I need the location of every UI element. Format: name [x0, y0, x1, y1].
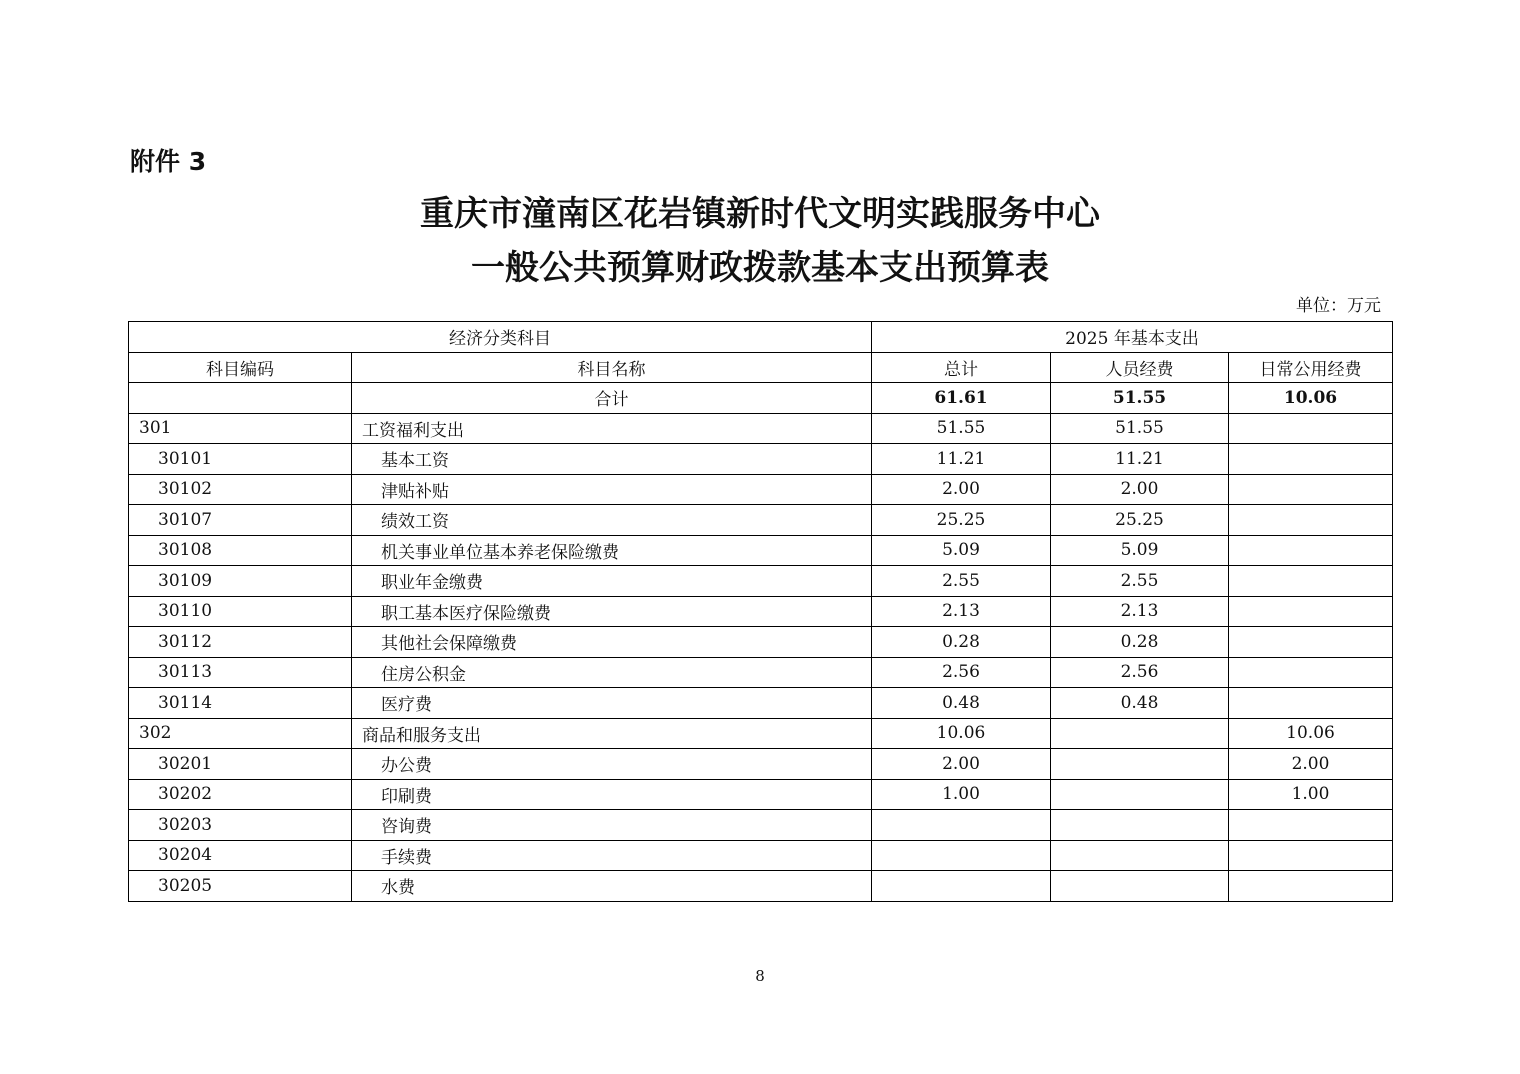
row-name-cell: 工资福利支出 [352, 413, 872, 444]
row-personnel-cell: 2.56 [1051, 657, 1229, 688]
row-total-cell: 25.25 [872, 505, 1051, 536]
attachment-label: 附件 3 [130, 147, 207, 176]
page-number: 8 [755, 967, 765, 985]
row-public-cell: 1.00 [1229, 779, 1393, 810]
row-public-cell [1229, 596, 1393, 627]
row-personnel-cell [1051, 840, 1229, 871]
row-total-cell: 2.56 [872, 657, 1051, 688]
row-code-cell: 30113 [129, 657, 352, 688]
table-row [129, 749, 1393, 780]
budget-table-body [129, 322, 1393, 902]
row-name-cell: 住房公积金 [352, 657, 872, 688]
row-personnel-cell: 2.13 [1051, 596, 1229, 627]
column-header-total: 总计 [872, 352, 1051, 383]
row-personnel-cell: 25.25 [1051, 505, 1229, 536]
sum-public-cell: 10.06 [1229, 383, 1393, 414]
unit-label: 单位：万元 [1296, 296, 1381, 316]
group-header-basic-expenditure: 2025 年基本支出 [872, 322, 1393, 353]
row-total-cell [872, 840, 1051, 871]
row-public-cell [1229, 627, 1393, 658]
row-personnel-cell: 0.48 [1051, 688, 1229, 719]
row-personnel-cell: 2.00 [1051, 474, 1229, 505]
row-code-cell: 302 [129, 718, 352, 749]
row-personnel-cell: 5.09 [1051, 535, 1229, 566]
table-row [129, 535, 1393, 566]
row-name-cell: 基本工资 [352, 444, 872, 475]
row-name-cell: 其他社会保障缴费 [352, 627, 872, 658]
column-header-row [129, 352, 1393, 383]
row-public-cell [1229, 566, 1393, 597]
row-public-cell [1229, 688, 1393, 719]
table-row [129, 627, 1393, 658]
row-code-cell: 30107 [129, 505, 352, 536]
row-code-cell: 301 [129, 413, 352, 444]
column-header-personnel: 人员经费 [1051, 352, 1229, 383]
row-personnel-cell [1051, 749, 1229, 780]
row-name-cell: 绩效工资 [352, 505, 872, 536]
table-row [129, 566, 1393, 597]
row-public-cell [1229, 840, 1393, 871]
row-total-cell: 0.48 [872, 688, 1051, 719]
row-total-cell: 2.55 [872, 566, 1051, 597]
table-row [129, 718, 1393, 749]
table-row [129, 657, 1393, 688]
sum-code-cell [129, 383, 352, 414]
row-name-cell: 咨询费 [352, 810, 872, 841]
table-row [129, 596, 1393, 627]
row-total-cell: 2.00 [872, 474, 1051, 505]
row-total-cell: 2.00 [872, 749, 1051, 780]
row-total-cell: 1.00 [872, 779, 1051, 810]
row-name-cell: 印刷费 [352, 779, 872, 810]
row-name-cell: 医疗费 [352, 688, 872, 719]
row-code-cell: 30101 [129, 444, 352, 475]
row-code-cell: 30205 [129, 871, 352, 902]
row-code-cell: 30108 [129, 535, 352, 566]
group-header-row [129, 322, 1393, 353]
row-total-cell: 51.55 [872, 413, 1051, 444]
row-personnel-cell: 11.21 [1051, 444, 1229, 475]
row-personnel-cell: 2.55 [1051, 566, 1229, 597]
table-row [129, 688, 1393, 719]
row-code-cell: 30102 [129, 474, 352, 505]
row-total-cell: 2.13 [872, 596, 1051, 627]
row-total-cell: 10.06 [872, 718, 1051, 749]
row-public-cell [1229, 444, 1393, 475]
row-total-cell: 0.28 [872, 627, 1051, 658]
table-row [129, 810, 1393, 841]
sum-name-cell: 合计 [352, 383, 872, 414]
document-title-line-2: 一般公共预算财政拨款基本支出预算表 [471, 248, 1049, 288]
row-name-cell: 职工基本医疗保险缴费 [352, 596, 872, 627]
table-row [129, 871, 1393, 902]
row-name-cell: 手续费 [352, 840, 872, 871]
row-code-cell: 30114 [129, 688, 352, 719]
row-public-cell [1229, 474, 1393, 505]
document-title-line-1: 重庆市潼南区花岩镇新时代文明实践服务中心 [420, 194, 1100, 234]
row-public-cell [1229, 871, 1393, 902]
row-personnel-cell: 0.28 [1051, 627, 1229, 658]
row-code-cell: 30201 [129, 749, 352, 780]
group-header-economic-classification: 经济分类科目 [129, 322, 872, 353]
row-name-cell: 水费 [352, 871, 872, 902]
sum-personnel-cell: 51.55 [1051, 383, 1229, 414]
row-total-cell: 5.09 [872, 535, 1051, 566]
row-personnel-cell [1051, 718, 1229, 749]
table-row [129, 444, 1393, 475]
table-row [129, 474, 1393, 505]
row-public-cell: 10.06 [1229, 718, 1393, 749]
row-code-cell: 30112 [129, 627, 352, 658]
sum-total-cell: 61.61 [872, 383, 1051, 414]
row-name-cell: 商品和服务支出 [352, 718, 872, 749]
row-total-cell [872, 871, 1051, 902]
row-code-cell: 30204 [129, 840, 352, 871]
column-header-name: 科目名称 [352, 352, 872, 383]
row-personnel-cell [1051, 779, 1229, 810]
row-code-cell: 30110 [129, 596, 352, 627]
row-name-cell: 职业年金缴费 [352, 566, 872, 597]
table-row [129, 413, 1393, 444]
row-name-cell: 办公费 [352, 749, 872, 780]
row-public-cell [1229, 535, 1393, 566]
row-public-cell [1229, 413, 1393, 444]
row-code-cell: 30109 [129, 566, 352, 597]
row-total-cell: 11.21 [872, 444, 1051, 475]
sum-row [129, 383, 1393, 414]
column-header-code: 科目编码 [129, 352, 352, 383]
row-code-cell: 30203 [129, 810, 352, 841]
row-code-cell: 30202 [129, 779, 352, 810]
row-personnel-cell: 51.55 [1051, 413, 1229, 444]
row-public-cell [1229, 810, 1393, 841]
row-public-cell [1229, 505, 1393, 536]
row-name-cell: 津贴补贴 [352, 474, 872, 505]
row-public-cell [1229, 657, 1393, 688]
table-row [129, 779, 1393, 810]
row-personnel-cell [1051, 871, 1229, 902]
row-public-cell: 2.00 [1229, 749, 1393, 780]
row-total-cell [872, 810, 1051, 841]
budget-table [128, 321, 1393, 902]
row-name-cell: 机关事业单位基本养老保险缴费 [352, 535, 872, 566]
table-row [129, 840, 1393, 871]
table-row [129, 505, 1393, 536]
row-personnel-cell [1051, 810, 1229, 841]
column-header-public: 日常公用经费 [1229, 352, 1393, 383]
